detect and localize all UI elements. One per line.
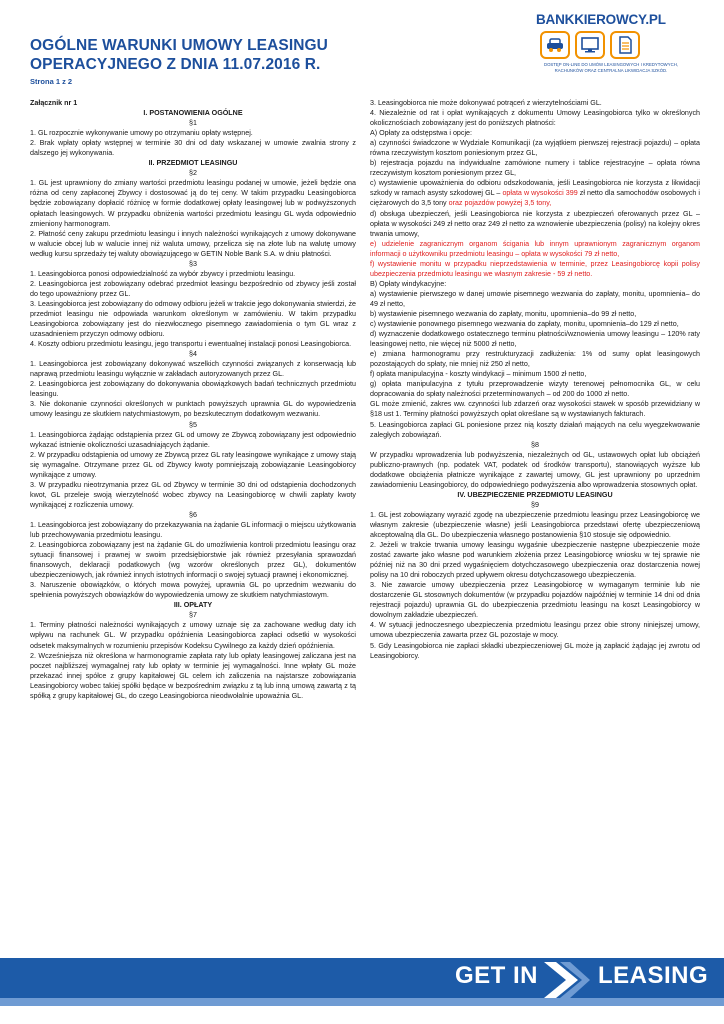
section-heading: III. OPŁATY xyxy=(173,601,213,610)
logo-tagline: DOSTĘP ON-LINE DO UMÓW LEASINGOWYCH I KREDYTOWYCH, RACHUNKÓW ORAZ CENTRALNA LIKWIDACJA SZKÓD. xyxy=(543,62,678,73)
paragraph: f) wystawienie monitu w przypadku nieprzedstawienia w terminie, przez Leasingobiorcę kopii polisy ubezpieczenia przedmiotu leasingu we własnym zakresie - 59 zł netto. xyxy=(370,259,700,278)
document-icon xyxy=(610,31,640,59)
paragraph: d) obsługa ubezpieczeń, jeśli Leasingobiorca nie korzysta z ubezpieczeń oferowanych przez GL – opłata w wysokości 249 zł netto oraz 249 zł netto za wznowienie ubezpieczenia (polisy) na kolejny okres trwania umowy, xyxy=(370,209,700,238)
paragraph: a) wystawienie pierwszego w danej umowie pisemnego wezwania do zapłaty, monitu, upomnienia– do 49 zł netto, xyxy=(370,289,700,308)
paragraph: B) Opłaty windykacyjne: xyxy=(370,279,447,288)
paragraph: 1. GL jest uprawniony do zmiany wartości przedmiotu leasingu podanej w umowie, jeżeli będzie ona różna od ceny zapłaconej Zbywcy i dostosować ją do tej ceny. W takim przypadku Leasingobiorca będzie zobowiązany dopłacić różnicę w formie dodatkowej opłaty leasingowej lub w podwyższonych opłatach leasingowych. W przypadku obniżenia wartości przedmiotu leasingu GL wyda odpowiednio zmieniony harmonogram. xyxy=(30,179,356,228)
paragraph: GL może zmienić, zakres ww. czynności lub zdarzeń oraz wysokości stawek w sposób przewidziany w §18 ust 1. Terminy płatności powyższych opłat określane są w wystawianych fakturach. xyxy=(370,400,700,419)
paragraph: 2. Leasingobiorca jest zobowiązany do dokonywania obowiązkowych badań technicznych przedmiotu leasingu. xyxy=(30,380,356,399)
paragraph: A) Opłaty za odstępstwa i opcje: xyxy=(370,129,473,138)
paragraph: 1. Leasingobiorca żądając odstąpienia przez GL od umowy ze Zbywcą zobowiązany jest odpowiednio wykazać istnienie okoliczności uzasadniających żądanie. xyxy=(30,430,356,449)
car-icon xyxy=(540,31,570,59)
paragraph-marker: §7 xyxy=(189,611,197,620)
right-column xyxy=(370,98,700,661)
logo-brand xyxy=(536,12,696,27)
paragraph: 5. Leasingobiorca zapłaci GL poniesione przez nią koszty działań mających na celu wyegzekwowanie zaległych zobowiązań. xyxy=(370,420,700,439)
paragraph-marker: §5 xyxy=(189,420,197,429)
paragraph: 1. Leasingobiorca ponosi odpowiedzialność za wybór zbywcy i przedmiotu leasingu. xyxy=(30,269,296,278)
paragraph-marker: §8 xyxy=(531,440,539,449)
monitor-icon xyxy=(575,31,605,59)
paragraph: 2. Brak wpłaty opłaty wstępnej w terminie 30 dni od daty wskazanej w umowie zwalnia strony z dalszego jej wykonywania. xyxy=(30,139,356,158)
banner-text-leasing: LEASING xyxy=(598,962,709,989)
paragraph: a) czynności świadczone w Wydziale Komunikacji (za wyjątkiem pierwszej rejestracji pojazdu) – opłata równa rzeczywistym kosztom poniesionym przez GL, xyxy=(370,139,700,158)
paragraph: 3. Leasingobiorca jest zobowiązany do odmowy odbioru jeżeli w trakcie jego dokonywania stwierdzi, że przedmiot leasingu nie odpowiada warunkom określonym w zamówieniu. W takim przypadku Leasingobiorca zobowiązany jest do niezwłocznego pisemnego zawiadomienia o tym GL wraz z uzasadnieniem przyczyn odmowy odbioru. xyxy=(30,299,356,339)
paragraph: 1. Terminy płatności należności wynikających z umowy uznaje się za zachowane według daty ich wpływu na rachunek GL. W przypadku opóźnienia Leasingobiorca zapłaci odsetki w wysokości odsetek maksymalnych w rozumieniu przepisów Kodeksu Cywilnego za każdy dzień opóźnienia. xyxy=(30,621,356,650)
logo-brand-b: KIEROWCY.PL xyxy=(574,12,666,27)
arrow-icon xyxy=(540,954,592,1006)
paragraph: 2. Płatność ceny zakupu przedmiotu leasingu i innych należności wynikających z umowy dokonywane w walucie obcej lub w walucie innej niż waluta umowy, przelicza się na złote lub na walutę umowy według kursu sprzedaży tej waluty obowiązującego w GETIN Noble Bank S.A. w dniu płatności. xyxy=(30,229,356,258)
paragraph-marker: §4 xyxy=(189,350,197,359)
paragraph: 1. Leasingobiorca jest zobowiązany dokonywać wszelkich czynności związanych z konserwacją lub naprawą przedmiotu leasingu wyłącznie w zakładach autoryzowanych przez GL. xyxy=(30,360,356,379)
text-segment: opłata w wysokości 399 xyxy=(502,189,578,198)
logo-brand-a: BANK xyxy=(536,12,575,27)
text-segment: oraz pojazdów powyżej 3,5 tony, xyxy=(448,199,552,208)
banner-text-get-in: GET IN xyxy=(455,962,539,989)
section-heading: IV. UBEZPIECZENIE PRZEDMIOTU LEASINGU xyxy=(457,490,613,499)
paragraph-marker: §3 xyxy=(189,259,197,268)
paragraph: 1. Leasingobiorca jest zobowiązany do przekazywania na żądanie GL informacji o miejscu użytkowania lub przechowywania przedmiotu leasingu. xyxy=(30,520,357,540)
attachment-label: Załącznik nr 1 xyxy=(30,99,78,107)
paragraph: 4. W sytuacji jednoczesnego ubezpieczenia przedmiotu leasingu przez obie strony niniejszej umowy, umowa ubezpieczenia zawarta przez GL pozostaje w mocy. xyxy=(370,621,700,640)
paragraph: 2. Jeżeli w trakcie trwania umowy leasingu wygaśnie ubezpieczenie następne ubezpieczenie może zostać zawarte jako własne pod warunkiem złożenia przez Leasingobiorcę wniosku w tej sprawie nie później niż na 30 dni przed wygaśnięciem dotychczasowego ubezpieczenia oraz dostarczenia nowej polisy na 10 dni roboczych przed upływem okresu dotychczasowego ubezpieczenia. xyxy=(370,541,700,580)
paragraph: 2. Wcześniejsza niż określona w harmonogramie zapłata raty lub opłaty leasingowej zaliczana jest na poczet najbliższej wymagalnej raty lub opłaty w terminie jej wymagalności. Inne wpłaty GL może przekazać innej spółce z grupy kapitałowej GL celem ich zaliczenia na najstarsze zobowiązania Leasingobiorcy wobec takiej spółki będące w bezpośrednim związku z tą lub inną umową zawartą z tą spółką z grupy kapitałowej GL, do czego Leasingobiorca nieodwołalnie upoważnia GL. xyxy=(30,651,356,700)
paragraph: 1. GL rozpocznie wykonywanie umowy po otrzymaniu opłaty wstępnej. xyxy=(30,129,253,138)
section-heading: II. PRZEDMIOT LEASINGU xyxy=(148,159,238,168)
paragraph-marker: §1 xyxy=(189,119,197,128)
paragraph: e) udzielenie zagranicznym organom ścigania lub innym uprawnionym zagranicznym organom informacji o użytkowniku przedmiotu leasingu – opłata w wysokości 79 zł netto, xyxy=(370,239,700,258)
paragraph: e) zmiana harmonogramu przy restrukturyzacji zadłużenia: 1% od sumy opłat leasingowych pozostających do spłaty, nie mniej niż 250 zł netto, xyxy=(370,350,700,369)
paragraph-marker: §2 xyxy=(189,169,197,178)
paragraph: W przypadku wprowadzenia lub podwyższenia, niezależnych od GL, ustawowych opłat lub obciążeń publiczno-prawnych (np. podatek VAT, podatek od środków transportu), stanowiących wyższe lub dodatkowe obciążenia płatnicze wynikające z zawartej umowy, GL jest uprawniony po uprzednim zawiadomieniu Leasingobiorcy, do odpowiedniego podwyższenia albo wprowadzenia stosownych opłat. xyxy=(370,450,700,489)
paragraph-marker: §6 xyxy=(189,510,197,519)
paragraph: 4. Niezależnie od rat i opłat wynikających z dokumentu Umowy Leasingobiorca tylko w określonych okolicznościach zobowiązany jest do poniższych płatności: xyxy=(370,109,700,128)
text-segment: c) wystawienie upoważnienia do odbioru odszkodowania, jeśli Leasingobiorca nie korzysta z likwidacji szkody w ramach asysty szkodowej GL – xyxy=(370,179,700,198)
footer-banner xyxy=(0,958,724,1008)
paragraph: 2. Leasingobiorca zobowiązany jest na żądanie GL do umożliwienia kontroli przedmiotu leasingu oraz sytuacji finansowej i prawnej w swoim przedsiębiorstwie jak również przesyłania sprawozdań finansowych, deklaracji podatkowych (wg wzorów określonych przez GL), dokumentów ubezpieczeniowych, jak również innych istotnych informacji o swojej sytuacji prawnej i ekonomicznej. xyxy=(30,541,356,580)
paragraph: d) wyznaczenie dodatkowego ostatecznego terminu płatności/wznowienia umowy leasingu – 120% raty leasingowej netto, nie więcej niż 5000 zł netto, xyxy=(370,330,700,349)
paragraph: 3. W przypadku nieotrzymania przez GL od Zbywcy w terminie 30 dni od odstąpienia dochodzonych kwot, GL przeleje swoją wierzytelność wobec zbywcy na Leasingobiorcę w chwili zapłaty kwoty wynikającej z rozliczenia umowy. xyxy=(30,480,356,509)
paragraph: c) wystawienie ponownego pisemnego wezwania do zapłaty, monitu, upomnienia–do 129 zł netto, xyxy=(370,320,679,329)
bankkierowcy-logo xyxy=(536,12,696,94)
paragraph: 3. Leasingobiorca nie może dokonywać potrąceń z wierzytelnościami GL. xyxy=(370,99,602,107)
paragraph: 1. GL jest zobowiązany wyrazić zgodę na ubezpieczenie przedmiotu leasingu przez Leasingobiorcę we własnym zakresie (ubezpieczenie własne) jeśli Leasingobiorca przedstawi ofertę ubezpieczeniową akceptowalną dla GL. Do ubezpieczenia własnego postanowienia §10 stosuje się odpowiednio. xyxy=(370,510,700,540)
paragraph: b) wystawienie pisemnego wezwania do zapłaty, monitu, upomnienia–do 99 zł netto, xyxy=(370,309,637,318)
section-heading: I. POSTANOWIENIA OGÓLNE xyxy=(143,109,243,118)
paragraph: 2. W przypadku odstąpienia od umowy ze Zbywcą przez GL raty leasingowe wynikające z umowy stają się wymagalne. Otrzymane przez GL od Zbywcy kwoty pomniejszają zobowiązanie Leasingobiorcy wynikające z umowy. xyxy=(30,450,356,479)
document-title: OGÓLNE WARUNKI UMOWY LEASINGU OPERACYJNEGO Z DNIA 11.07.2016 R. xyxy=(30,37,328,73)
paragraph-marker: §9 xyxy=(531,500,539,509)
paragraph: 2. Leasingobiorca jest zobowiązany odebrać przedmiot leasingu bezpośrednio od zbywcy jeśli został do tego upoważniony przez GL. xyxy=(30,279,356,298)
paragraph: b) rejestracja pojazdu na indywidualne zamówione numery i tablice rejestracyjne – opłata równa rzeczywistym kosztom poniesionym przez GL, xyxy=(370,159,700,178)
paragraph xyxy=(370,178,700,208)
paragraph: 5. Gdy Leasingobiorca nie zapłaci składki ubezpieczeniowej GL może ją zapłacić żądając jej zwrotu od Leasingobiorcy. xyxy=(370,641,700,660)
paragraph: 4. Koszty odbioru przedmiotu leasingu, jego transportu i ewentualnej instalacji ponosi Leasingobiorca. xyxy=(30,340,352,349)
text-segment: zł netto dla samochodów osobowych i ciężarowych do 3,5 tony xyxy=(370,189,701,208)
paragraph: 3. Nie zawarcie umowy ubezpieczenia przez Leasingobiorcę w wymaganym terminie lub nie dostarczenie GL stosownych dokumentów (w przypadku pojazdów najpóźniej w terminie 14 dni od dnia rejestracji pojazdu) uprawnia GL do ubezpieczenia przedmiotu leasingu na koszt Leasingobiorcy w dowolnym zakładzie ubezpieczeń. xyxy=(370,581,700,620)
left-column xyxy=(30,98,356,701)
paragraph: 3. Naruszenie obowiązków, o których mowa powyżej, uprawnia GL po uprzednim wezwaniu do spełnienia powyższych obowiązków do wypowiedzenia umowy ze skutkiem natychmiastowym. xyxy=(30,581,356,600)
paragraph: g) opłata manipulacyjna z tytułu przeprowadzenie wizyty terenowej pełnomocnika GL, w celu dopracowania do spłaty należności przeterminowanych – od 200 do 1000 zł netto. xyxy=(370,380,700,399)
paragraph: 3. Nie dokonanie czynności określonych w punktach powyższych uprawnia GL do wypowiedzenia umowy leasingu ze skutkiem natychmiastowym, po bezskutecznym dodatkowym wezwaniu. xyxy=(30,400,356,419)
paragraph: f) opłata manipulacyjna - koszty windykacji – minimum 1500 zł netto, xyxy=(370,370,587,379)
page-number: Strona 1 z 2 xyxy=(30,77,73,86)
